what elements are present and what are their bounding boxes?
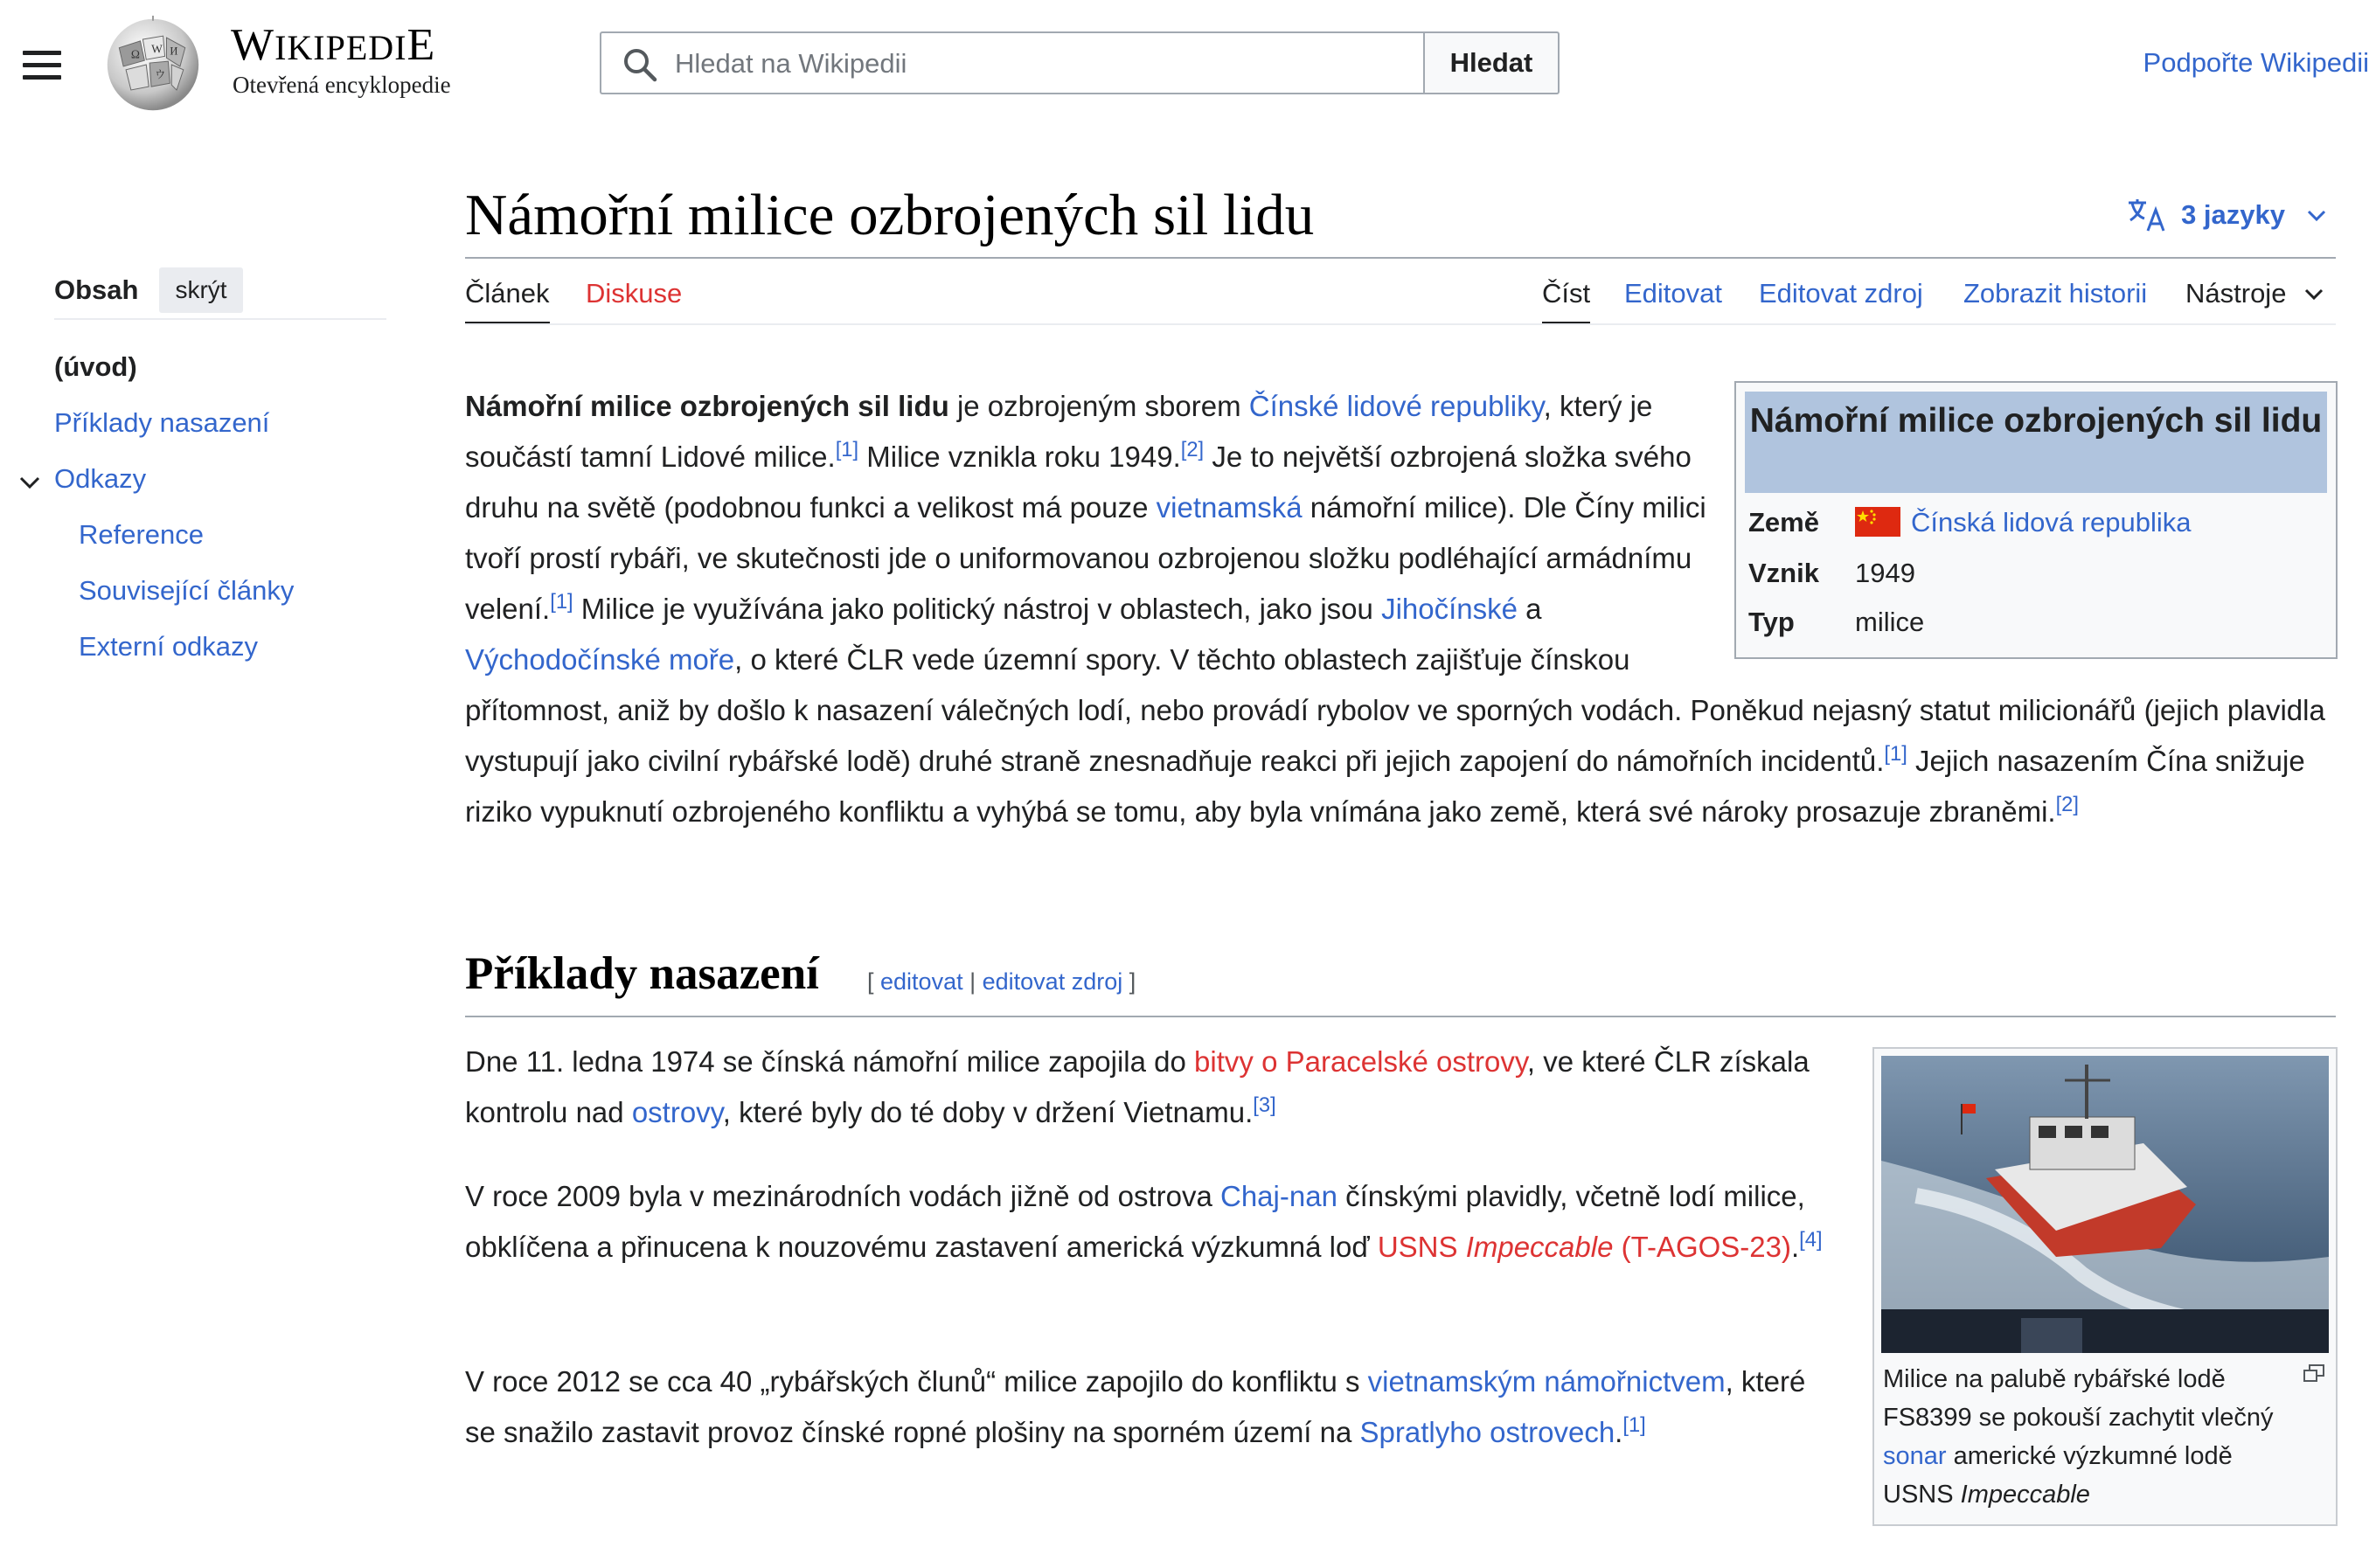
- link-clr-infobox[interactable]: Čínská lidová republika: [1911, 507, 2192, 538]
- chevron-down-icon: [2303, 283, 2324, 304]
- ref-link[interactable]: [4]: [1799, 1228, 1823, 1252]
- svg-text:ウ: ウ: [154, 68, 166, 81]
- chevron-down-icon[interactable]: [17, 470, 42, 495]
- ref-link[interactable]: [2]: [2055, 793, 2079, 816]
- toc-item-odkazy[interactable]: Odkazy: [54, 463, 147, 494]
- toc-item-souvisejici[interactable]: Související články: [79, 575, 295, 606]
- wikipedia-wordmark[interactable]: WIKIPEDIE: [231, 20, 436, 70]
- tab-read[interactable]: Číst: [1542, 278, 1590, 325]
- link-ostrovy[interactable]: ostrovy: [631, 1096, 723, 1128]
- infobox: [1734, 381, 2338, 659]
- language-count: 3 jazyky: [2181, 199, 2285, 230]
- section-divider: [465, 1016, 2336, 1017]
- toc-item-reference[interactable]: Reference: [79, 519, 205, 550]
- infobox-label: Vznik: [1748, 558, 1819, 588]
- infobox-title: Námořní milice ozbrojených sil lidu: [1745, 392, 2327, 493]
- link-vietnamske-namornictvo[interactable]: vietnamským námořnictvem: [1367, 1365, 1726, 1398]
- section-edit-links: [ editovat | editovat zdroj ]: [867, 968, 1136, 995]
- ref-link[interactable]: [1]: [835, 438, 859, 461]
- paragraph: V roce 2009 byla v mezinárodních vodách jižně od ostrova Chaj-nan čínskými plavidly, včetně lodí milice, obklíčena a přinucena k nouzovému zastavení americká výzkumná loď USNS Impeccable (T-AGOS-23).[4]: [465, 1180, 1823, 1263]
- search-input[interactable]: [673, 33, 1411, 94]
- tab-talk[interactable]: Diskuse: [586, 278, 683, 309]
- ref-link[interactable]: [1]: [1622, 1413, 1646, 1437]
- link-chaj-nan[interactable]: Chaj-nan: [1220, 1180, 1337, 1212]
- toc-title: Obsah: [54, 274, 139, 305]
- section-edit-link[interactable]: editovat: [880, 968, 963, 995]
- infobox-label: Typ: [1748, 607, 1795, 637]
- language-button[interactable]: [2127, 198, 2341, 232]
- tab-edit[interactable]: Editovat: [1624, 278, 1723, 309]
- redlink-usns-impeccable[interactable]: USNS Impeccable (T-AGOS-23): [1377, 1231, 1791, 1263]
- wikipedia-tagline: Otevřená encyklopedie: [233, 72, 451, 98]
- redlink-bitva[interactable]: bitvy o Paracelské ostrovy: [1194, 1045, 1527, 1078]
- wikipedia-globe-logo[interactable]: [101, 14, 205, 115]
- link-clr[interactable]: Čínské lidové republiky: [1248, 390, 1544, 422]
- tab-edit-source[interactable]: Editovat zdroj: [1759, 278, 1923, 309]
- infobox-label: Země: [1748, 507, 1819, 538]
- ref-link[interactable]: [2]: [1180, 438, 1205, 461]
- tools-label: Nástroje: [2185, 278, 2287, 309]
- enlarge-icon[interactable]: [2303, 1363, 2325, 1383]
- tabs-divider: [465, 323, 2336, 325]
- title-divider: [465, 257, 2336, 259]
- toc-hide-button[interactable]: skrýt: [159, 267, 242, 313]
- infobox-value-type: milice: [1855, 607, 1925, 637]
- link-vychodocinske-more[interactable]: Východočínské moře: [465, 643, 735, 676]
- link-sonar[interactable]: sonar: [1883, 1442, 1947, 1470]
- section-edit-source-link[interactable]: editovat zdroj: [982, 968, 1123, 995]
- tab-history[interactable]: Zobrazit historii: [1963, 278, 2148, 309]
- tab-article[interactable]: Článek: [465, 278, 550, 325]
- translate-icon: [2127, 198, 2167, 232]
- paragraph: V roce 2012 se cca 40 „rybářských člunů“ milice zapojilo do konfliktu s vietnamským námořnictvem, které se snažilo zastavit provoz čínské ropné plošiny na sporném území na Spratlyho ostrovech.[1]: [465, 1365, 1806, 1448]
- donate-link[interactable]: Podpořte Wikipedii: [2143, 47, 2369, 78]
- main-menu-button[interactable]: [23, 51, 61, 80]
- link-vietnamska[interactable]: vietnamská: [1156, 491, 1303, 524]
- ref-link[interactable]: [1]: [1884, 742, 1907, 766]
- svg-text:Ω: Ω: [130, 47, 140, 61]
- ref-link[interactable]: [3]: [1253, 1093, 1276, 1117]
- infobox-value-country: [1855, 507, 2192, 539]
- intro-bold-term: Námořní milice ozbrojených sil lidu: [465, 390, 949, 422]
- ref-link[interactable]: [1]: [550, 590, 573, 614]
- image-caption: Milice na palubě rybářské lodě FS8399 se pokouší zachytit vlečný sonar americké výzkumné lodě USNS Impeccable: [1883, 1365, 2274, 1509]
- image-thumbnail: [1872, 1047, 2338, 1526]
- toc-item-intro[interactable]: (úvod): [54, 351, 137, 382]
- chevron-down-icon: [2306, 205, 2327, 225]
- link-spratlyho-ostrovy[interactable]: Spratlyho ostrovech: [1359, 1416, 1615, 1448]
- search-box[interactable]: [600, 31, 1425, 94]
- svg-text:W: W: [151, 42, 163, 56]
- toc-item-priklady[interactable]: Příklady nasazení: [54, 407, 270, 438]
- china-flag-icon: [1855, 507, 1900, 537]
- paragraph: Dne 11. ledna 1974 se čínská námořní milice zapojila do bitvy o Paracelské ostrovy, ve které ČLR získala kontrolu nad ostrovy, které byly do té doby v držení Vietnamu.[3]: [465, 1045, 1810, 1128]
- intro-paragraph: Námořní milice ozbrojených sil lidu je ozbrojeným sborem Čínské lidové republiky, který je součástí tamní Lidové milice.[1] Milice vznikla roku 1949.[2] Je to největší ozbrojená složka svého druhu na světě (podobnou funkci a velikost má pouze vietnamská námořní milice). Dle Číny milici tvoří prostí rybáři, ve skutečnosti jde o uniformovanou ozbrojenou složku podléhající armádnímu velení.[1] Milice je využívána jako politický nástroj v oblastech, jako jsou Jihočínské a Východočínské moře, o které ČLR vede územní spory. V těchto oblastech zajišťuje čínskou přítomnost, aniž by došlo k nasazení válečných lodí, nebo provádí rybolov ve sporných vodách. Poněkud nejasný statut milicionářů (jejich plavidla vystupují jako civilní rybářské lodě) druhé straně znesnadňuje reakci při jejich zapojení do námořních incidentů.[1] Jejich nasazením Čína snižuje riziko vypuknutí ozbrojeného konfliktu a vyhýbá se tomu, aby byla vnímána jako země, která své nároky prosazuje zbraněmi.[2]: [465, 390, 2325, 828]
- infobox-value-founded: 1949: [1855, 558, 1915, 588]
- toc-item-externi[interactable]: Externí odkazy: [79, 631, 259, 662]
- link-jihocinske[interactable]: Jihočínské: [1381, 593, 1518, 625]
- tools-dropdown[interactable]: [2185, 278, 2324, 309]
- table-of-contents: [54, 262, 386, 662]
- fishing-boat-photo[interactable]: [1881, 1056, 2329, 1353]
- toc-header: [54, 262, 386, 320]
- page-title: Námořní milice ozbrojených sil lidu: [465, 183, 1315, 247]
- svg-text:И: И: [170, 45, 178, 58]
- search-icon: [622, 47, 657, 82]
- search-button[interactable]: Hledat: [1423, 31, 1560, 94]
- section-heading: Příklady nasazení: [465, 948, 819, 999]
